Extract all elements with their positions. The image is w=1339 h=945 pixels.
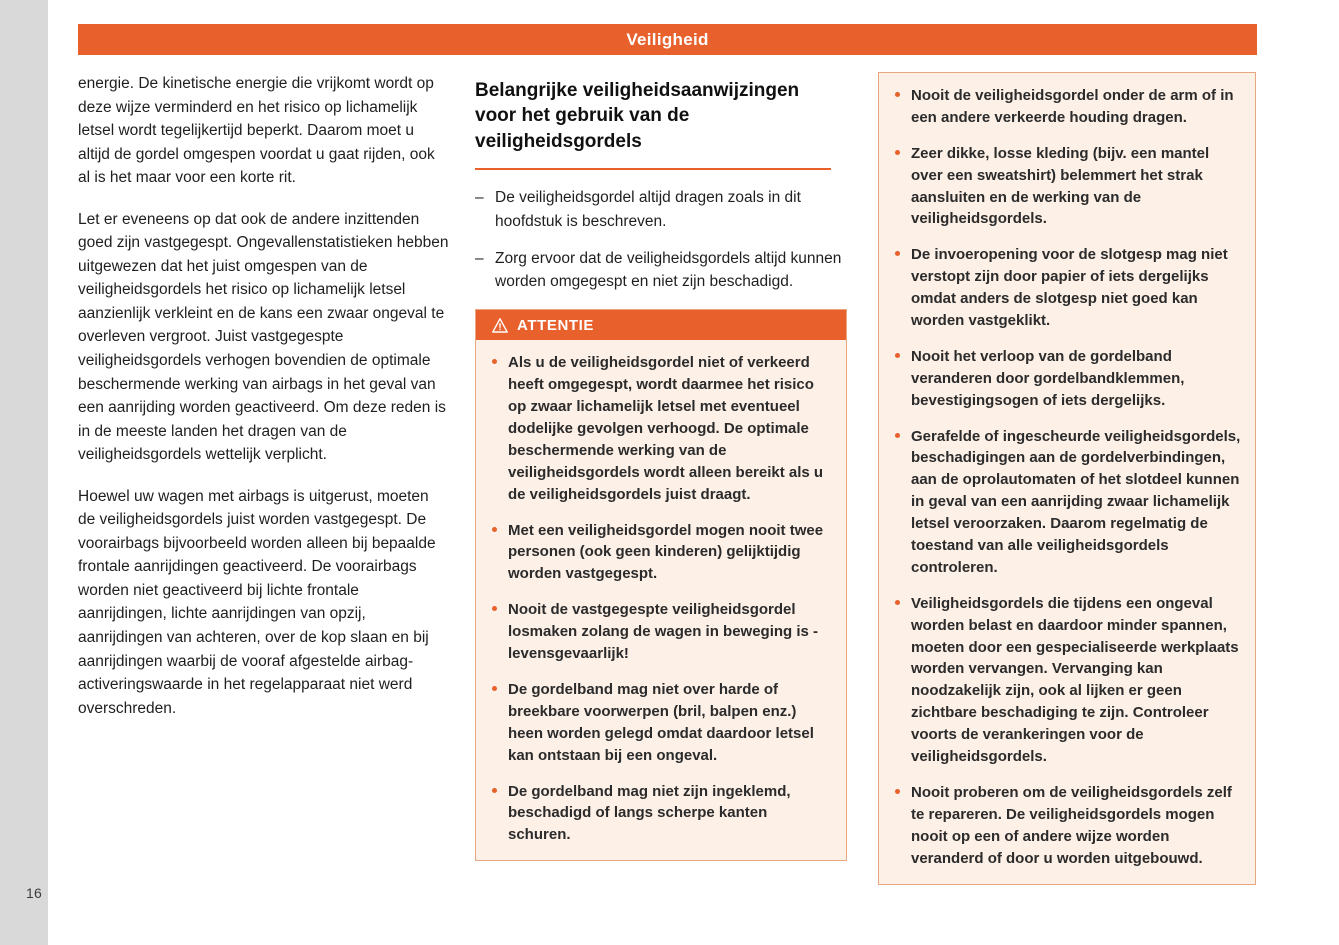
list-item: [893, 85, 1241, 129]
chapter-title: Veiligheid: [626, 29, 709, 49]
bullet-icon: [895, 600, 900, 605]
list-item: [490, 352, 832, 505]
list-item: [475, 186, 847, 233]
warning-label: ATTENTIE: [517, 316, 595, 334]
list-item-text: Nooit proberen om de veiligheidsgordels zelf te repareren. De veiligheidsgordels mogen nooit op een of andere wijze worden veranderd of door u worden uitgebouwd.: [911, 783, 1232, 867]
list-item-text: Zorg ervoor dat de veiligheidsgordels altijd kunnen worden omgegespt en niet zijn beschadigd.: [495, 249, 842, 291]
paragraph: Let er eveneens op dat ook de andere inzittenden goed zijn vastgegespt. Ongevallenstatistieken hebben uitgewezen dat het juist omgespen van de veiligheidsgordels het risico op lichamelijk letsel aanzienlijk verkleint en de kans een zwaar ongeval te overleven vergroot. Juist vastgegespte veiligheidsgordels verhogen bovendien de optimale beschermende werking van airbags in het geval van een aanrijding worden geactiveerd. Om deze reden is in de meeste landen het dragen van de veiligheidsgordels wettelijk verplicht.: [78, 210, 449, 464]
paragraph: Hoewel uw wagen met airbags is uitgerust, moeten de veiligheidsgordels juist worden vastgegespt. De voorairbags bijvoorbeeld worden alleen bij bepaalde frontale aanrijdingen geactiveerd. De voorairbags worden niet geactiveerd bij lichte frontale aanrijdingen, lichte aanrijdingen van opzij, aanrijdingen van achteren, over de kop slaan en bij aanrijdingen waarbij de vooraf afgestelde airbag-activeringswaarde in het regelapparaat niet werd overschreden.: [78, 487, 436, 717]
warning-box-body: [879, 73, 1255, 884]
bullet-icon: [895, 251, 900, 256]
bullet-icon: [492, 527, 497, 532]
list-item: [490, 781, 832, 847]
list-item-text: Zeer dikke, losse kleding (bijv. een mantel over een sweatshirt) belemmert het strak aansluiten en de werking van de veiligheidsgordels.: [911, 144, 1210, 228]
bullet-icon: [492, 606, 497, 611]
warning-box-body: [476, 340, 846, 860]
list-item: [490, 520, 832, 586]
list-item-text: De gordelband mag niet zijn ingeklemd, beschadigd of langs scherpe kanten schuren.: [508, 782, 791, 844]
bullet-icon: [492, 686, 497, 691]
list-item-text: Nooit het verloop van de gordelband veranderen door gordelbandklemmen, bevestigingsogen of iets dergelijks.: [911, 347, 1185, 409]
paragraph: energie. De kinetische energie die vrijkomt wordt op deze wijze verminderd en het risico op lichamelijk letsel wordt tegelijkertijd beperkt. Daarom moet u altijd de gordel omgespen voordat u gaat rijden, ook al is het maar voor een korte rit.: [78, 75, 435, 187]
list-item: [893, 782, 1241, 870]
list-item: [893, 426, 1241, 579]
bullet-icon: [895, 789, 900, 794]
bullet-icon: [895, 433, 900, 438]
warning-triangle-icon: [492, 318, 508, 333]
bullet-icon: [492, 359, 497, 364]
list-item-text: Veiligheidsgordels die tijdens een ongeval worden belast en daardoor minder spannen, moeten door een gespecialiseerde werkplaats worden vervangen. Vervanging kan noodzakelijk zijn, ook al lijken er geen zichtbare beschadiging te zijn. Controleer voorts de verankeringen voor de veiligheidsgordels.: [911, 594, 1239, 766]
bullet-icon: [895, 92, 900, 97]
list-item-text: Nooit de veiligheidsgordel onder de arm of in een andere verkeerde houding dragen.: [911, 87, 1234, 126]
list-item-text: Gerafelde of ingescheurde veiligheidsgordels, beschadigingen aan de gordelverbindingen, aan de oprolautomaten of het slotdeel kunnen in geval van een aanrijding zwaar lichamelijk letsel veroorzaken. Daarom regelmatig de toestand van alle veiligheidsgordels controleren.: [911, 427, 1241, 576]
list-item: [475, 247, 847, 294]
dash-marker: –: [475, 249, 484, 267]
list-item-text: De invoeropening voor de slotgesp mag niet verstopt zijn door papier of iets dergelijks omdat anders de slotgesp niet goed kan worden vastgeklikt.: [911, 246, 1228, 330]
warning-box: [475, 309, 847, 861]
bullet-icon: [895, 150, 900, 155]
bullet-icon: [895, 353, 900, 358]
list-item: [893, 593, 1241, 768]
list-item-text: Als u de veiligheidsgordel niet of verkeerd heeft omgegespt, wordt daarmee het risico op zwaar lichamelijk letsel met eventueel dodelijke gevolgen verhoogd. De optimale beschermende werking van de veiligheidsgordels wordt alleen bereikt als u de veiligheidsgordels juist draagt.: [508, 354, 824, 503]
warning-box-continued: [878, 72, 1256, 885]
column-left: [78, 72, 450, 862]
list-item-text: De veiligheidsgordel altijd dragen zoals in dit hoofdstuk is beschreven.: [495, 189, 801, 230]
column-right: [878, 72, 1256, 867]
list-item: [490, 679, 832, 767]
list-item: [893, 143, 1241, 231]
list-item-text: Met een veiligheidsgordel mogen nooit twee personen (ook geen kinderen) gelijktijdig worden vastgegespt.: [508, 521, 824, 583]
list-item: [893, 346, 1241, 412]
dash-list: [475, 186, 847, 293]
page-number: 16: [26, 885, 42, 901]
list-item-text: De gordelband mag niet over harde of breekbare voorwerpen (bril, balpen enz.) heen worden gelegd omdat daardoor letsel kan ontstaan bij een ongeval.: [508, 680, 814, 764]
list-item: [893, 244, 1241, 332]
list-item: [490, 599, 832, 665]
warning-bullet-list: [490, 352, 832, 846]
bullet-icon: [492, 788, 497, 793]
dash-marker: –: [475, 189, 484, 207]
page-gutter: [0, 0, 48, 945]
column-middle: [475, 72, 847, 862]
warning-box-title: [476, 310, 846, 340]
chapter-header: [78, 24, 1257, 55]
list-item-text: Nooit de vastgegespte veiligheidsgordel losmaken zolang de wagen in beweging is - levensgevaarlijk!: [508, 601, 819, 663]
warning-bullet-list: [893, 85, 1241, 870]
page-columns: [78, 72, 1260, 867]
section-heading: Belangrijke veiligheidsaanwijzingen voor het gebruik van de veiligheidsgordels: [475, 78, 831, 170]
